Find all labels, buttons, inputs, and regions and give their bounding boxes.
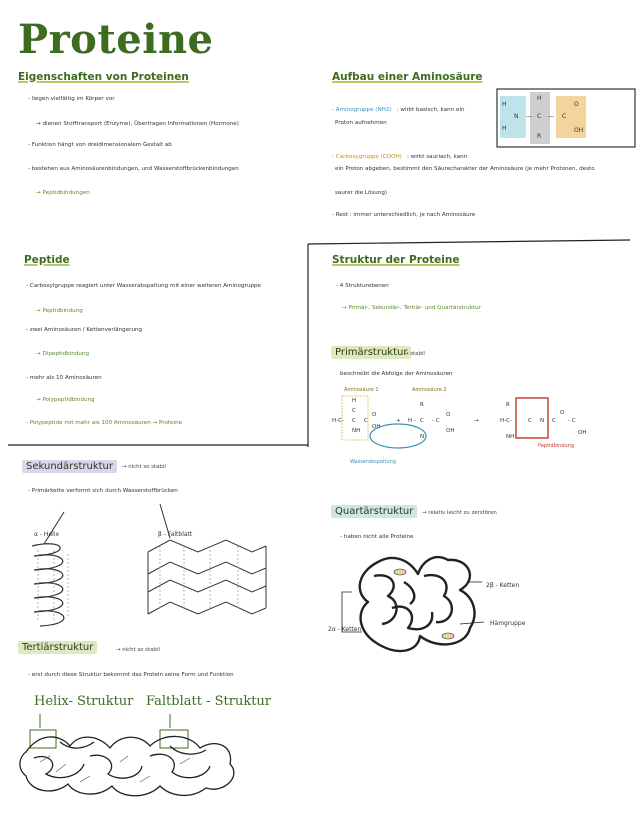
haemgruppe-label: Hämgruppe <box>490 620 526 627</box>
tertiaerstruktur-heading: Tertiärstruktur <box>18 641 97 654</box>
svg-text:- C: - C <box>568 418 576 424</box>
svg-text:C: C <box>352 418 356 424</box>
helix-struktur-label: Helix- Struktur <box>34 694 134 709</box>
faltblatt-struktur-label: Faltblatt - Struktur <box>146 694 272 709</box>
svg-text:N: N <box>540 418 545 424</box>
svg-text:C: C <box>562 113 567 120</box>
struktur-heading: Struktur der Proteine <box>332 254 460 266</box>
svg-text:R: R <box>420 402 424 408</box>
svg-text:NH: NH <box>352 428 361 434</box>
aminogruppe-text-2: Proton aufnehmen <box>335 120 387 126</box>
primaerstruktur-note: → stabil <box>404 351 425 357</box>
svg-text:N: N <box>420 434 425 440</box>
aminosaeure-diagram <box>496 88 636 148</box>
aufbau-heading: Aufbau einer Aminosäure <box>332 71 483 83</box>
alpha-helix-drawing <box>24 540 94 630</box>
aminogruppe-text: : wirkt basisch, kann ein <box>396 107 465 113</box>
svg-text:OH: OH <box>372 424 381 430</box>
struktur-line-2: → Primär-, Sekundär-, Tertiär- und Quartärstruktur <box>342 305 481 311</box>
svg-text:OH: OH <box>578 430 587 436</box>
sekundaerstruktur-note: → nicht so stabil <box>122 464 166 470</box>
struktur-line-1: - 4 Strukturebenen <box>336 283 389 289</box>
svg-text:—: — <box>526 113 532 120</box>
quartaerstruktur-note: → relativ leicht zu zerstören <box>422 510 497 516</box>
eigenschaften-line-1: - liegen vielfältig im Körper vor <box>28 96 115 102</box>
alpha-ketten-label: 2α - Ketten <box>328 626 362 633</box>
svg-text:H-C-: H-C- <box>332 418 344 424</box>
svg-text:→: → <box>474 418 479 424</box>
peptide-line-2: - zwei Aminosäuren / Kettenverlängerung <box>26 327 143 333</box>
carboxygruppe-label: - Carboxygruppe (COOH) <box>332 154 402 160</box>
eigenschaften-heading: Eigenschaften von Proteinen <box>18 71 189 83</box>
carboxygruppe-text-3: saurer die Lösung) <box>335 190 388 196</box>
sekundaerstruktur-desc: - Primärkette verformt sich durch Wasserstoffbrücken <box>28 488 178 494</box>
peptide-heading: Peptide <box>24 254 70 266</box>
primaerstruktur-heading: Primärstruktur <box>331 346 411 359</box>
carboxygruppe-text-2: ein Proton abgeben, bestimmt den Säurecharakter der Aminosäure (je mehr Protonen, desto <box>335 166 595 172</box>
svg-text:N: N <box>514 113 519 120</box>
peptide-line-1: - Carboxylgruppe reagiert unter Wasserabspaltung mit einer weiteren Aminogruppe <box>26 283 261 289</box>
svg-text:R: R <box>537 133 542 140</box>
aufbau-carboxy-line <box>332 143 467 162</box>
svg-text:+: + <box>396 418 401 424</box>
svg-text:H: H <box>502 125 507 132</box>
eigenschaften-line-3: - Funktion hängt von dreidimensionalem Gestalt ab <box>28 142 172 148</box>
eigenschaften-arrow: → Peptidbindungen <box>36 190 90 196</box>
quartaerstruktur-heading: Quartärstruktur <box>331 505 417 518</box>
peptidbindung-reaction-diagram <box>328 394 588 469</box>
aminosaeure-1-label: Aminosäure 1 <box>344 387 379 393</box>
svg-text:O: O <box>574 101 579 108</box>
svg-text:C: C <box>537 113 542 120</box>
peptide-green-2: → Dipeptidbindung <box>36 351 90 357</box>
svg-text:H: H <box>352 398 357 404</box>
wasserabspaltung-label: Wasserabspaltung <box>350 459 396 465</box>
peptide-green-3: → Polypeptidbindung <box>36 397 95 403</box>
alpha-helix-label: α - Helix <box>34 531 60 538</box>
carboxygruppe-text: : wirkt sauriach, kann <box>406 154 468 160</box>
aminosaeure-2-label: Aminosäure 2 <box>412 387 447 393</box>
peptide-line-3: - mehr als 10 Aminosäuren <box>26 375 102 381</box>
svg-text:C: C <box>528 418 532 424</box>
svg-text:OH: OH <box>446 428 455 434</box>
aufbau-amino-line <box>332 96 465 115</box>
quartaerstruktur-drawing <box>348 552 488 662</box>
beta-faltblatt-drawing <box>140 532 270 632</box>
svg-text:H -: H - <box>408 418 416 424</box>
svg-text:OH: OH <box>574 127 584 134</box>
svg-text:H-C-: H-C- <box>500 418 512 424</box>
quartaerstruktur-desc: - haben nicht alle Proteine <box>340 534 414 540</box>
svg-text:C: C <box>552 418 556 424</box>
svg-text:—: — <box>548 113 554 120</box>
eigenschaften-line-4: - bestehen aus Aminosäurenbindungen, und Wasserstoffbrückenbindungen <box>28 166 239 172</box>
beta-ketten-label: 2β - Ketten <box>486 582 520 589</box>
eigenschaften-line-2: → dienen Stofftransport (Enzyme), Übertragen Informationen (Hormone) <box>36 121 239 127</box>
aminogruppe-label: - Aminogruppe (NH2) <box>332 107 392 113</box>
primaerstruktur-desc: beschreibt die Abfolge der Aminosäuren <box>340 371 453 377</box>
svg-text:H: H <box>537 95 542 102</box>
tertiaerstruktur-desc: - erst durch diese Struktur bekommt das Protein seine Form und Funktion <box>28 672 234 678</box>
sekundaerstruktur-heading: Sekundärstruktur <box>22 460 117 473</box>
svg-text:C: C <box>364 418 368 424</box>
peptide-last: - Polypeptide mit mehr als 100 Aminosäuren → Proteine <box>26 420 183 426</box>
beta-faltblatt-label: β - Faltblatt <box>158 531 193 538</box>
svg-text:R: R <box>506 402 510 408</box>
rest-text: - Rest : immer unterschiedlich, je nach Aminosäure <box>332 212 476 218</box>
svg-text:O: O <box>446 412 451 418</box>
svg-text:- C: - C <box>432 418 440 424</box>
page-title: Proteine <box>18 16 214 63</box>
svg-text:O: O <box>372 412 377 418</box>
peptidbindung-label: Peptidbindung <box>538 443 575 449</box>
svg-text:C: C <box>420 418 424 424</box>
svg-text:NH: NH <box>506 434 515 440</box>
svg-text:C: C <box>352 408 356 414</box>
svg-text:H: H <box>502 101 507 108</box>
tertiaerstruktur-drawing <box>20 712 250 802</box>
svg-text:O: O <box>560 410 565 416</box>
peptide-green-1: → Peptidbindung <box>36 308 83 314</box>
tertiaerstruktur-note: → nicht so stabil <box>116 647 160 653</box>
